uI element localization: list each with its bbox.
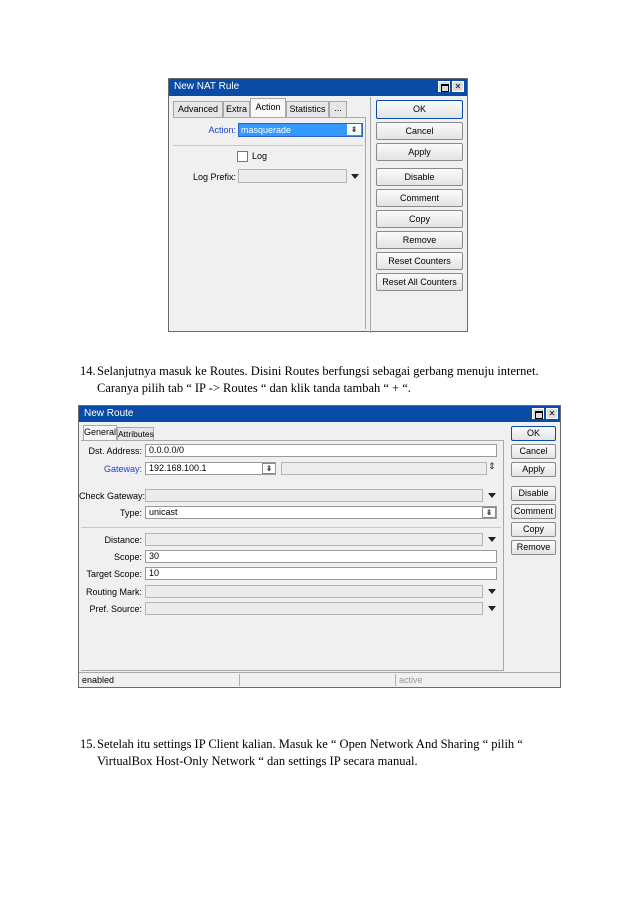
- step-15-number: 15.: [80, 737, 96, 751]
- disable-button-label: Disable: [404, 172, 435, 182]
- reset-all-counters-button[interactable]: [376, 273, 463, 291]
- comment-button-label: Comment: [399, 193, 439, 203]
- step-14-line-1: Selanjutnya masuk ke Routes. Disini Routes berfungsi sebagai gerbang menuju internet.: [97, 364, 539, 378]
- step-14-paragraph: [80, 363, 560, 399]
- dst-address-label: Dst. Address:: [88, 446, 142, 456]
- scope-label: Scope:: [113, 552, 142, 562]
- remove-button[interactable]: [511, 540, 556, 555]
- check-gateway-dropdown-icon[interactable]: [488, 493, 496, 498]
- tab-attributes-label: Attributes: [118, 429, 154, 439]
- log-prefix-dropdown-icon[interactable]: [351, 174, 359, 179]
- gateway-value: 192.168.100.1: [149, 463, 207, 473]
- gateway-extra-input[interactable]: [281, 462, 487, 475]
- apply-button[interactable]: [511, 462, 556, 477]
- ok-button-label: OK: [526, 428, 540, 438]
- check-gateway-label: Check Gateway:: [79, 491, 146, 501]
- status-bar: [79, 672, 560, 687]
- tab-advanced[interactable]: [173, 101, 223, 117]
- copy-button-label: Copy: [522, 524, 544, 534]
- pref-source-select[interactable]: [145, 602, 483, 615]
- copy-button[interactable]: [511, 522, 556, 537]
- distance-label: Distance:: [104, 535, 142, 545]
- pref-source-dropdown-icon[interactable]: [488, 606, 496, 611]
- type-divider: [81, 527, 501, 528]
- tab-extra[interactable]: [223, 101, 250, 117]
- maximize-icon[interactable]: [532, 408, 544, 419]
- gateway-dropdown-icon[interactable]: ⇟: [262, 463, 276, 474]
- copy-button[interactable]: [376, 210, 463, 228]
- log-prefix-input[interactable]: [238, 169, 347, 183]
- log-checkbox[interactable]: [237, 151, 248, 162]
- nat-rule-window: [168, 78, 468, 332]
- apply-button-label: Apply: [408, 147, 431, 157]
- type-value: unicast: [149, 507, 178, 517]
- status-active: active: [399, 675, 423, 685]
- remove-button-label: Remove: [516, 542, 551, 552]
- apply-button[interactable]: [376, 143, 463, 161]
- sort-icon[interactable]: ⇕: [488, 461, 496, 471]
- copy-button-label: Copy: [408, 214, 430, 224]
- check-gateway-select[interactable]: [145, 489, 483, 502]
- scope-value: 30: [149, 551, 160, 561]
- new-route-window: [78, 405, 561, 688]
- tab-action[interactable]: [250, 98, 286, 117]
- comment-button-label: Comment: [513, 506, 553, 516]
- comment-button[interactable]: [376, 189, 463, 207]
- dropdown-icon[interactable]: ⇟: [347, 124, 361, 135]
- gateway-input[interactable]: [145, 462, 276, 475]
- cancel-button[interactable]: [376, 122, 463, 140]
- remove-button[interactable]: [376, 231, 463, 249]
- distance-select[interactable]: [145, 533, 483, 546]
- tab-general-label: General: [84, 427, 117, 437]
- tab-advanced-label: Advanced: [177, 104, 219, 114]
- cancel-button-label: Cancel: [519, 446, 548, 456]
- status-enabled: enabled: [82, 675, 115, 685]
- step-14-line-2: Caranya pilih tab “ IP -> Routes “ dan klik tanda tambah “ + “.: [97, 381, 411, 395]
- target-scope-input[interactable]: [145, 567, 497, 580]
- dst-address-value: 0.0.0.0/0: [149, 445, 185, 455]
- tab-attributes[interactable]: [117, 427, 154, 440]
- disable-button[interactable]: [511, 486, 556, 501]
- apply-button-label: Apply: [522, 464, 545, 474]
- new-route-title: New Route: [84, 408, 134, 419]
- step-14-number: 14.: [80, 364, 96, 378]
- action-select[interactable]: [238, 123, 363, 137]
- tab-more[interactable]: [329, 101, 347, 117]
- tab-statistics-label: Statistics: [289, 104, 326, 114]
- cancel-button[interactable]: [511, 444, 556, 459]
- log-prefix-label: Log Prefix:: [192, 172, 236, 182]
- type-select[interactable]: [145, 506, 497, 519]
- routing-mark-label: Routing Mark:: [85, 587, 142, 597]
- ok-button[interactable]: [511, 426, 556, 441]
- routing-mark-dropdown-icon[interactable]: [488, 589, 496, 594]
- nat-action-panel: [173, 117, 366, 329]
- cancel-button-label: Cancel: [405, 126, 434, 136]
- nat-button-column: [370, 97, 371, 333]
- maximize-icon[interactable]: [438, 81, 450, 92]
- step-15-line-1: Setelah itu settings IP Client kalian. Masuk ke “ Open Network And Sharing “ pilih “: [97, 737, 523, 751]
- reset-counters-button-label: Reset Counters: [388, 256, 451, 266]
- log-label: Log: [252, 151, 268, 161]
- dst-address-input[interactable]: [145, 444, 497, 457]
- new-route-titlebar[interactable]: [79, 406, 560, 422]
- comment-button[interactable]: [511, 504, 556, 519]
- type-dropdown-icon[interactable]: ⇟: [482, 507, 496, 518]
- disable-button-label: Disable: [518, 488, 549, 498]
- ok-button[interactable]: [376, 100, 463, 119]
- tab-extra-label: Extra: [225, 104, 247, 114]
- tab-action-label: Action: [255, 102, 281, 112]
- status-divider-2: [395, 674, 396, 686]
- action-label: Action:: [208, 125, 236, 135]
- tab-statistics[interactable]: [286, 101, 329, 117]
- scope-input[interactable]: [145, 550, 497, 563]
- step-15-line-2: VirtualBox Host-Only Network “ dan settings IP secara manual.: [97, 754, 418, 768]
- distance-dropdown-icon[interactable]: [488, 537, 496, 542]
- step-15-paragraph: [80, 736, 560, 772]
- type-label: Type:: [119, 508, 142, 518]
- pref-source-label: Pref. Source:: [89, 604, 142, 614]
- close-icon[interactable]: ✕: [452, 81, 464, 92]
- action-value: masquerade: [241, 125, 292, 135]
- target-scope-label: Target Scope:: [86, 569, 142, 579]
- reset-all-counters-button-label: Reset All Counters: [382, 277, 457, 287]
- tab-more-label: ...: [334, 103, 342, 113]
- target-scope-value: 10: [149, 568, 160, 578]
- status-divider-1: [239, 674, 240, 686]
- routing-mark-select[interactable]: [145, 585, 483, 598]
- remove-button-label: Remove: [402, 235, 437, 245]
- nat-rule-title: New NAT Rule: [174, 81, 240, 92]
- close-icon[interactable]: ✕: [546, 408, 558, 419]
- tab-general[interactable]: [83, 425, 117, 440]
- gateway-label: Gateway:: [103, 464, 142, 474]
- nat-rule-titlebar[interactable]: [169, 79, 467, 96]
- panel-divider: [173, 145, 363, 146]
- disable-button[interactable]: [376, 168, 463, 186]
- ok-button-label: OK: [412, 104, 426, 114]
- reset-counters-button[interactable]: [376, 252, 463, 270]
